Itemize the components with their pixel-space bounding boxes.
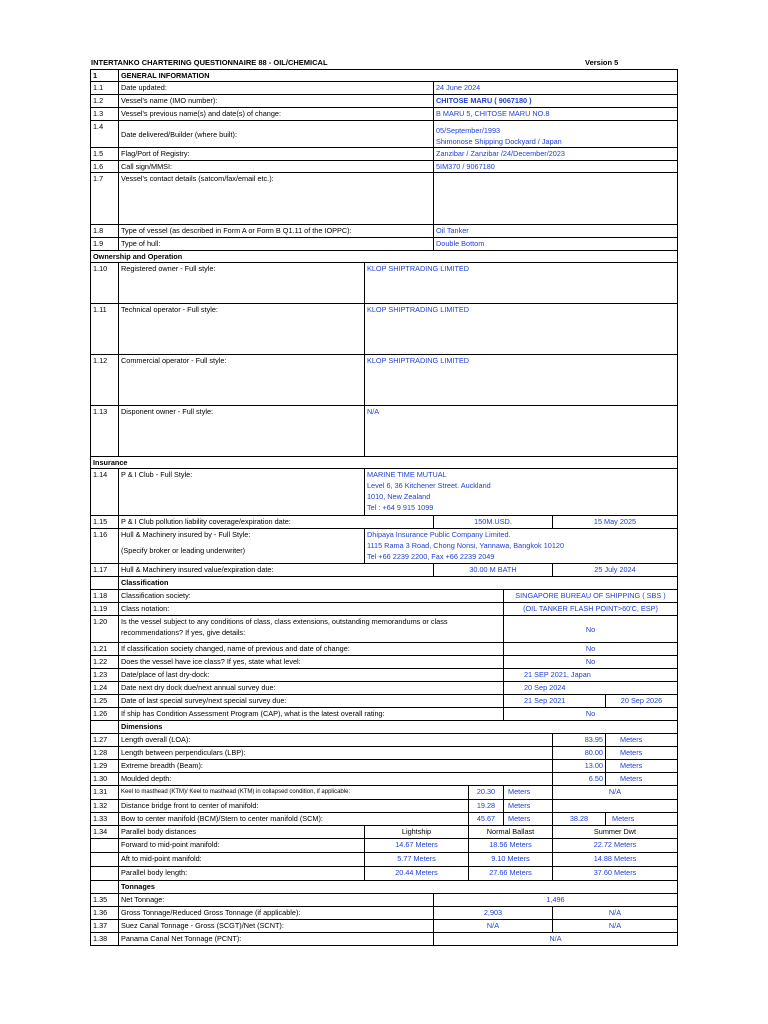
contact-details-value xyxy=(434,173,678,225)
last-drydock-value: 21 SEP 2021, Japan xyxy=(504,669,678,682)
row-label: Technical operator - Full style: xyxy=(119,304,365,355)
questionnaire-table xyxy=(90,69,678,946)
row-1-5 xyxy=(91,148,678,161)
row-1-8 xyxy=(91,225,678,238)
row-number: 1.38 xyxy=(91,933,119,946)
callsign-value: 5IM370 / 9067180 xyxy=(434,161,678,173)
pi-club-address-line: 1010, New Zealand xyxy=(367,492,431,501)
parallel-body-row xyxy=(91,839,678,853)
pollution-coverage-value: 150M.USD. xyxy=(434,516,553,529)
bcm-unit: Meters xyxy=(504,813,553,826)
row-1-18 xyxy=(91,590,678,603)
row-1-29 xyxy=(91,760,678,773)
builder-value: Shimonose Shipping Dockyard / Japan xyxy=(436,137,562,146)
row-number: 1.11 xyxy=(91,304,119,355)
row-label: P & I Club - Full Style: xyxy=(119,469,365,516)
section-title: Ownership and Operation xyxy=(91,251,678,263)
row-number: 1.24 xyxy=(91,682,119,695)
registered-owner-value: KLOP SHIPTRADING LIMITED xyxy=(365,263,678,304)
row-label: Parallel body distances xyxy=(119,826,365,839)
row-number: 1.25 xyxy=(91,695,119,708)
summer-dwt-value: 37.60 Meters xyxy=(553,867,678,881)
row-number: 1.28 xyxy=(91,747,119,760)
row-1-9 xyxy=(91,238,678,251)
row-label: Net Tonnage: xyxy=(119,894,434,907)
row-1-30 xyxy=(91,773,678,786)
row-1-33 xyxy=(91,813,678,826)
section-header-tonnages xyxy=(91,881,678,894)
row-number: 1.29 xyxy=(91,760,119,773)
row-1-11 xyxy=(91,304,678,355)
row-label: Date next dry dock due/next annual survey due: xyxy=(119,682,504,695)
row-number: 1.18 xyxy=(91,590,119,603)
row-1-32 xyxy=(91,800,678,813)
reduced-gross-tonnage-value: N/A xyxy=(553,907,678,920)
hm-insurer-name: Dhipaya Insurance Public Company Limited. xyxy=(367,530,511,539)
row-1-26 xyxy=(91,708,678,721)
row-label: Moulded depth: xyxy=(119,773,553,786)
beam-unit: Meters xyxy=(606,760,678,773)
loa-value: 83.95 xyxy=(553,734,606,747)
row-1-36 xyxy=(91,907,678,920)
row-label: Date/place of last dry-dock: xyxy=(119,669,504,682)
row-number: 1.10 xyxy=(91,263,119,304)
row-label: Type of vessel (as described in Form A or Form B Q1.11 of the IOPPC): xyxy=(119,225,434,238)
normal-ballast-value: 27.66 Meters xyxy=(469,867,553,881)
row-label: Classification society: xyxy=(119,590,504,603)
row-number: 1.8 xyxy=(91,225,119,238)
row-label: If ship has Condition Assessment Program (CAP), what is the latest overall rating: xyxy=(119,708,504,721)
row-1-1 xyxy=(91,82,678,95)
row-1-23 xyxy=(91,669,678,682)
hull-type-value: Double Bottom xyxy=(434,238,678,251)
row-1-3 xyxy=(91,108,678,121)
row-1-10 xyxy=(91,263,678,304)
lbp-unit: Meters xyxy=(606,747,678,760)
row-label: Date updated: xyxy=(119,82,434,95)
row-1-21 xyxy=(91,643,678,656)
row-label: Type of hull: xyxy=(119,238,434,251)
row-label: Length overall (LOA): xyxy=(119,734,553,747)
cap-rating-value: No xyxy=(504,708,678,721)
row-number: 1.32 xyxy=(91,800,119,813)
gross-tonnage-value: 2,903 xyxy=(434,907,553,920)
hm-insurer-phone: Tel +66 2239 2200, Fax +66 2239 2049 xyxy=(367,552,495,561)
row-label: Vessel's previous name(s) and date(s) of change: xyxy=(119,108,434,121)
row-1-34-header xyxy=(91,826,678,839)
row-1-24 xyxy=(91,682,678,695)
row-label: Extreme breadth (Beam): xyxy=(119,760,553,773)
row-1-16 xyxy=(91,529,678,564)
row-label: Does the vessel have ice class? If yes, state what level: xyxy=(119,656,504,669)
last-special-survey-value: 21 Sep 2021 xyxy=(504,695,606,708)
delivery-date-value: 05/September/1993 xyxy=(436,126,501,135)
row-number: 1.17 xyxy=(91,564,119,577)
row-1-25 xyxy=(91,695,678,708)
row-label: Flag/Port of Registry: xyxy=(119,148,434,161)
row-sublabel: (Specify broker or leading underwriter) xyxy=(121,546,246,555)
lightship-value: 5.77 Meters xyxy=(365,853,469,867)
row-number: 1.21 xyxy=(91,643,119,656)
flag-port-value: Zanzibar / Zanzibar /24/December/2023 xyxy=(434,148,678,161)
col-header-lightship: Lightship xyxy=(365,826,469,839)
row-1-14 xyxy=(91,469,678,516)
row-label: If classification society changed, name of previous and date of change: xyxy=(119,643,504,656)
row-label: Registered owner - Full style: xyxy=(119,263,365,304)
row-1-22 xyxy=(91,656,678,669)
class-society-value: SINGAPORE BUREAU OF SHIPPING ( SBS ) xyxy=(504,590,678,603)
summer-dwt-value: 22.72 Meters xyxy=(553,839,678,853)
row-label: Is the vessel subject to any conditions of class, class extensions, outstanding memorandums or class xyxy=(121,617,448,626)
row-label: Vessel's name (IMO number): xyxy=(119,95,434,108)
hm-insurer-address: 1115 Rama 3 Road, Chong Nonsi, Yannawa, Bangkok 10120 xyxy=(367,541,565,550)
row-label: Hull & Machinery insured by - Full Style: xyxy=(121,530,251,539)
row-1-17 xyxy=(91,564,678,577)
row-1-31 xyxy=(91,786,678,800)
row-label: Date of last special survey/next special survey due: xyxy=(119,695,504,708)
row-label: P & I Club pollution liability coverage/expiration date: xyxy=(119,516,434,529)
section-title: GENERAL INFORMATION xyxy=(119,70,678,82)
depth-value: 6.50 xyxy=(553,773,606,786)
row-1-6 xyxy=(91,161,678,173)
row-number: 1.19 xyxy=(91,603,119,616)
commercial-operator-value: KLOP SHIPTRADING LIMITED xyxy=(365,355,678,406)
hm-insured-value: 30.00 M BATH xyxy=(434,564,553,577)
hm-expiry-value: 25 July 2024 xyxy=(553,564,678,577)
row-label: Call sign/MMSI: xyxy=(119,161,434,173)
parallel-body-row xyxy=(91,867,678,881)
row-label: Commercial operator - Full style: xyxy=(119,355,365,406)
panama-net-value: N/A xyxy=(434,933,678,946)
document-title: INTERTANKO CHARTERING QUESTIONNAIRE 88 - OIL/CHEMICAL xyxy=(91,58,328,67)
section-title: Classification xyxy=(119,577,678,590)
bcm-value: 45.67 xyxy=(469,813,504,826)
row-label: Date delivered/Builder (where built): xyxy=(119,121,434,148)
next-drydock-value: 20 Sep 2024 xyxy=(504,682,678,695)
row-number: 1.3 xyxy=(91,108,119,121)
summer-dwt-value: 14.88 Meters xyxy=(553,853,678,867)
ktm-collapsed-value: N/A xyxy=(553,786,678,800)
row-number: 1.5 xyxy=(91,148,119,161)
col-header-summer-dwt: Summer Dwt xyxy=(553,826,678,839)
row-label: Class notation: xyxy=(119,603,504,616)
vessel-type-value: Oil Tanker xyxy=(434,225,678,238)
row-label: Gross Tonnage/Reduced Gross Tonnage (if applicable): xyxy=(119,907,434,920)
row-label: Forward to mid-point manifold: xyxy=(119,839,365,853)
row-number: 1.12 xyxy=(91,355,119,406)
class-conditions-value: No xyxy=(504,616,678,643)
row-number: 1.22 xyxy=(91,656,119,669)
row-1-7 xyxy=(91,173,678,225)
col-header-normal-ballast: Normal Ballast xyxy=(469,826,553,839)
row-number: 1.31 xyxy=(91,786,119,800)
section-title: Insurance xyxy=(91,457,678,469)
row-number: 1.9 xyxy=(91,238,119,251)
row-label: Vessel's contact details (satcom/fax/email etc.): xyxy=(119,173,434,225)
pi-club-phone: Tel : +64 9 915 1099 xyxy=(367,503,434,512)
section-header-ownership xyxy=(91,251,678,263)
row-number: 1.30 xyxy=(91,773,119,786)
pi-club-name: MARINE TIME MUTUAL xyxy=(367,470,447,479)
scm-value: 38.28 xyxy=(553,813,606,826)
row-1-20 xyxy=(91,616,678,643)
section-title: Tonnages xyxy=(119,881,678,894)
row-1-13 xyxy=(91,406,678,457)
row-label: Parallel body length: xyxy=(119,867,365,881)
row-label: Bow to center manifold (BCM)/Stern to center manifold (SCM): xyxy=(119,813,469,826)
section-number: 1 xyxy=(91,70,119,82)
normal-ballast-value: 9.10 Meters xyxy=(469,853,553,867)
class-change-value: No xyxy=(504,643,678,656)
normal-ballast-value: 18.56 Meters xyxy=(469,839,553,853)
lightship-value: 14.67 Meters xyxy=(365,839,469,853)
suez-gross-value: N/A xyxy=(434,920,553,933)
scm-unit: Meters xyxy=(606,813,678,826)
row-number: 1.4 xyxy=(91,121,119,148)
section-header-general xyxy=(91,70,678,82)
row-number: 1.20 xyxy=(91,616,119,643)
beam-value: 13.00 xyxy=(553,760,606,773)
vessel-name-value: CHITOSE MARU ( 9067180 ) xyxy=(434,95,678,108)
row-number: 1.14 xyxy=(91,469,119,516)
row-number: 1.6 xyxy=(91,161,119,173)
depth-unit: Meters xyxy=(606,773,678,786)
date-updated-value: 24 June 2024 xyxy=(434,82,678,95)
row-number: 1.35 xyxy=(91,894,119,907)
row-label: Length between perpendiculars (LBP): xyxy=(119,747,553,760)
row-label: Aft to mid-point manifold: xyxy=(119,853,365,867)
row-1-28 xyxy=(91,747,678,760)
row-1-27 xyxy=(91,734,678,747)
row-number: 1.7 xyxy=(91,173,119,225)
row-1-38 xyxy=(91,933,678,946)
row-number: 1.36 xyxy=(91,907,119,920)
ktm-value: 20.30 xyxy=(469,786,504,800)
pi-club-address-line: Level 6, 36 Kitchener Street. Auckland xyxy=(367,481,491,490)
suez-net-value: N/A xyxy=(553,920,678,933)
row-1-12 xyxy=(91,355,678,406)
row-number: 1.15 xyxy=(91,516,119,529)
technical-operator-value: KLOP SHIPTRADING LIMITED xyxy=(365,304,678,355)
pollution-expiry-value: 15 May 2025 xyxy=(553,516,678,529)
lbp-value: 80.00 xyxy=(553,747,606,760)
row-label: Panama Canal Net Tonnage (PCNT): xyxy=(119,933,434,946)
previous-names-value: B MARU 5, CHITOSE MARU NO.8 xyxy=(434,108,678,121)
row-number: 1.1 xyxy=(91,82,119,95)
net-tonnage-value: 1,496 xyxy=(434,894,678,907)
row-1-37 xyxy=(91,920,678,933)
section-header-classification xyxy=(91,577,678,590)
row-number: 1.26 xyxy=(91,708,119,721)
disponent-owner-value: N/A xyxy=(365,406,678,457)
row-label: Distance bridge front to center of manifold: xyxy=(119,800,469,813)
class-notation-value: (OIL TANKER FLASH POINT>60'C, ESP) xyxy=(504,603,678,616)
row-1-2 xyxy=(91,95,678,108)
row-label: Keel to masthead (KTM)/ Keel to masthead (KTM) in collapsed condition, if applicable: xyxy=(119,786,469,800)
ktm-unit: Meters xyxy=(504,786,553,800)
row-label-continued: recommendations? If yes, give details: xyxy=(121,628,246,637)
section-header-insurance xyxy=(91,457,678,469)
row-label: Suez Canal Tonnage - Gross (SCGT)/Net (SCNT): xyxy=(119,920,434,933)
row-number: 1.13 xyxy=(91,406,119,457)
bridge-manifold-value: 19.28 xyxy=(469,800,504,813)
row-1-15 xyxy=(91,516,678,529)
loa-unit: Meters xyxy=(606,734,678,747)
row-label: Disponent owner - Full style: xyxy=(119,406,365,457)
section-title: Dimensions xyxy=(119,721,678,734)
row-1-19 xyxy=(91,603,678,616)
row-number: 1.34 xyxy=(91,826,119,839)
section-header-dimensions xyxy=(91,721,678,734)
next-special-survey-value: 20 Sep 2026 xyxy=(606,695,678,708)
row-number: 1.2 xyxy=(91,95,119,108)
row-1-4 xyxy=(91,121,678,148)
row-number: 1.16 xyxy=(91,529,119,564)
row-1-35 xyxy=(91,894,678,907)
lightship-value: 20.44 Meters xyxy=(365,867,469,881)
version-label: Version 5 xyxy=(585,58,619,67)
row-number: 1.37 xyxy=(91,920,119,933)
row-number: 1.33 xyxy=(91,813,119,826)
ice-class-value: No xyxy=(504,656,678,669)
row-number: 1.27 xyxy=(91,734,119,747)
bridge-manifold-unit: Meters xyxy=(504,800,553,813)
row-label: Hull & Machinery insured value/expiration date: xyxy=(119,564,434,577)
row-number: 1.23 xyxy=(91,669,119,682)
parallel-body-row xyxy=(91,853,678,867)
